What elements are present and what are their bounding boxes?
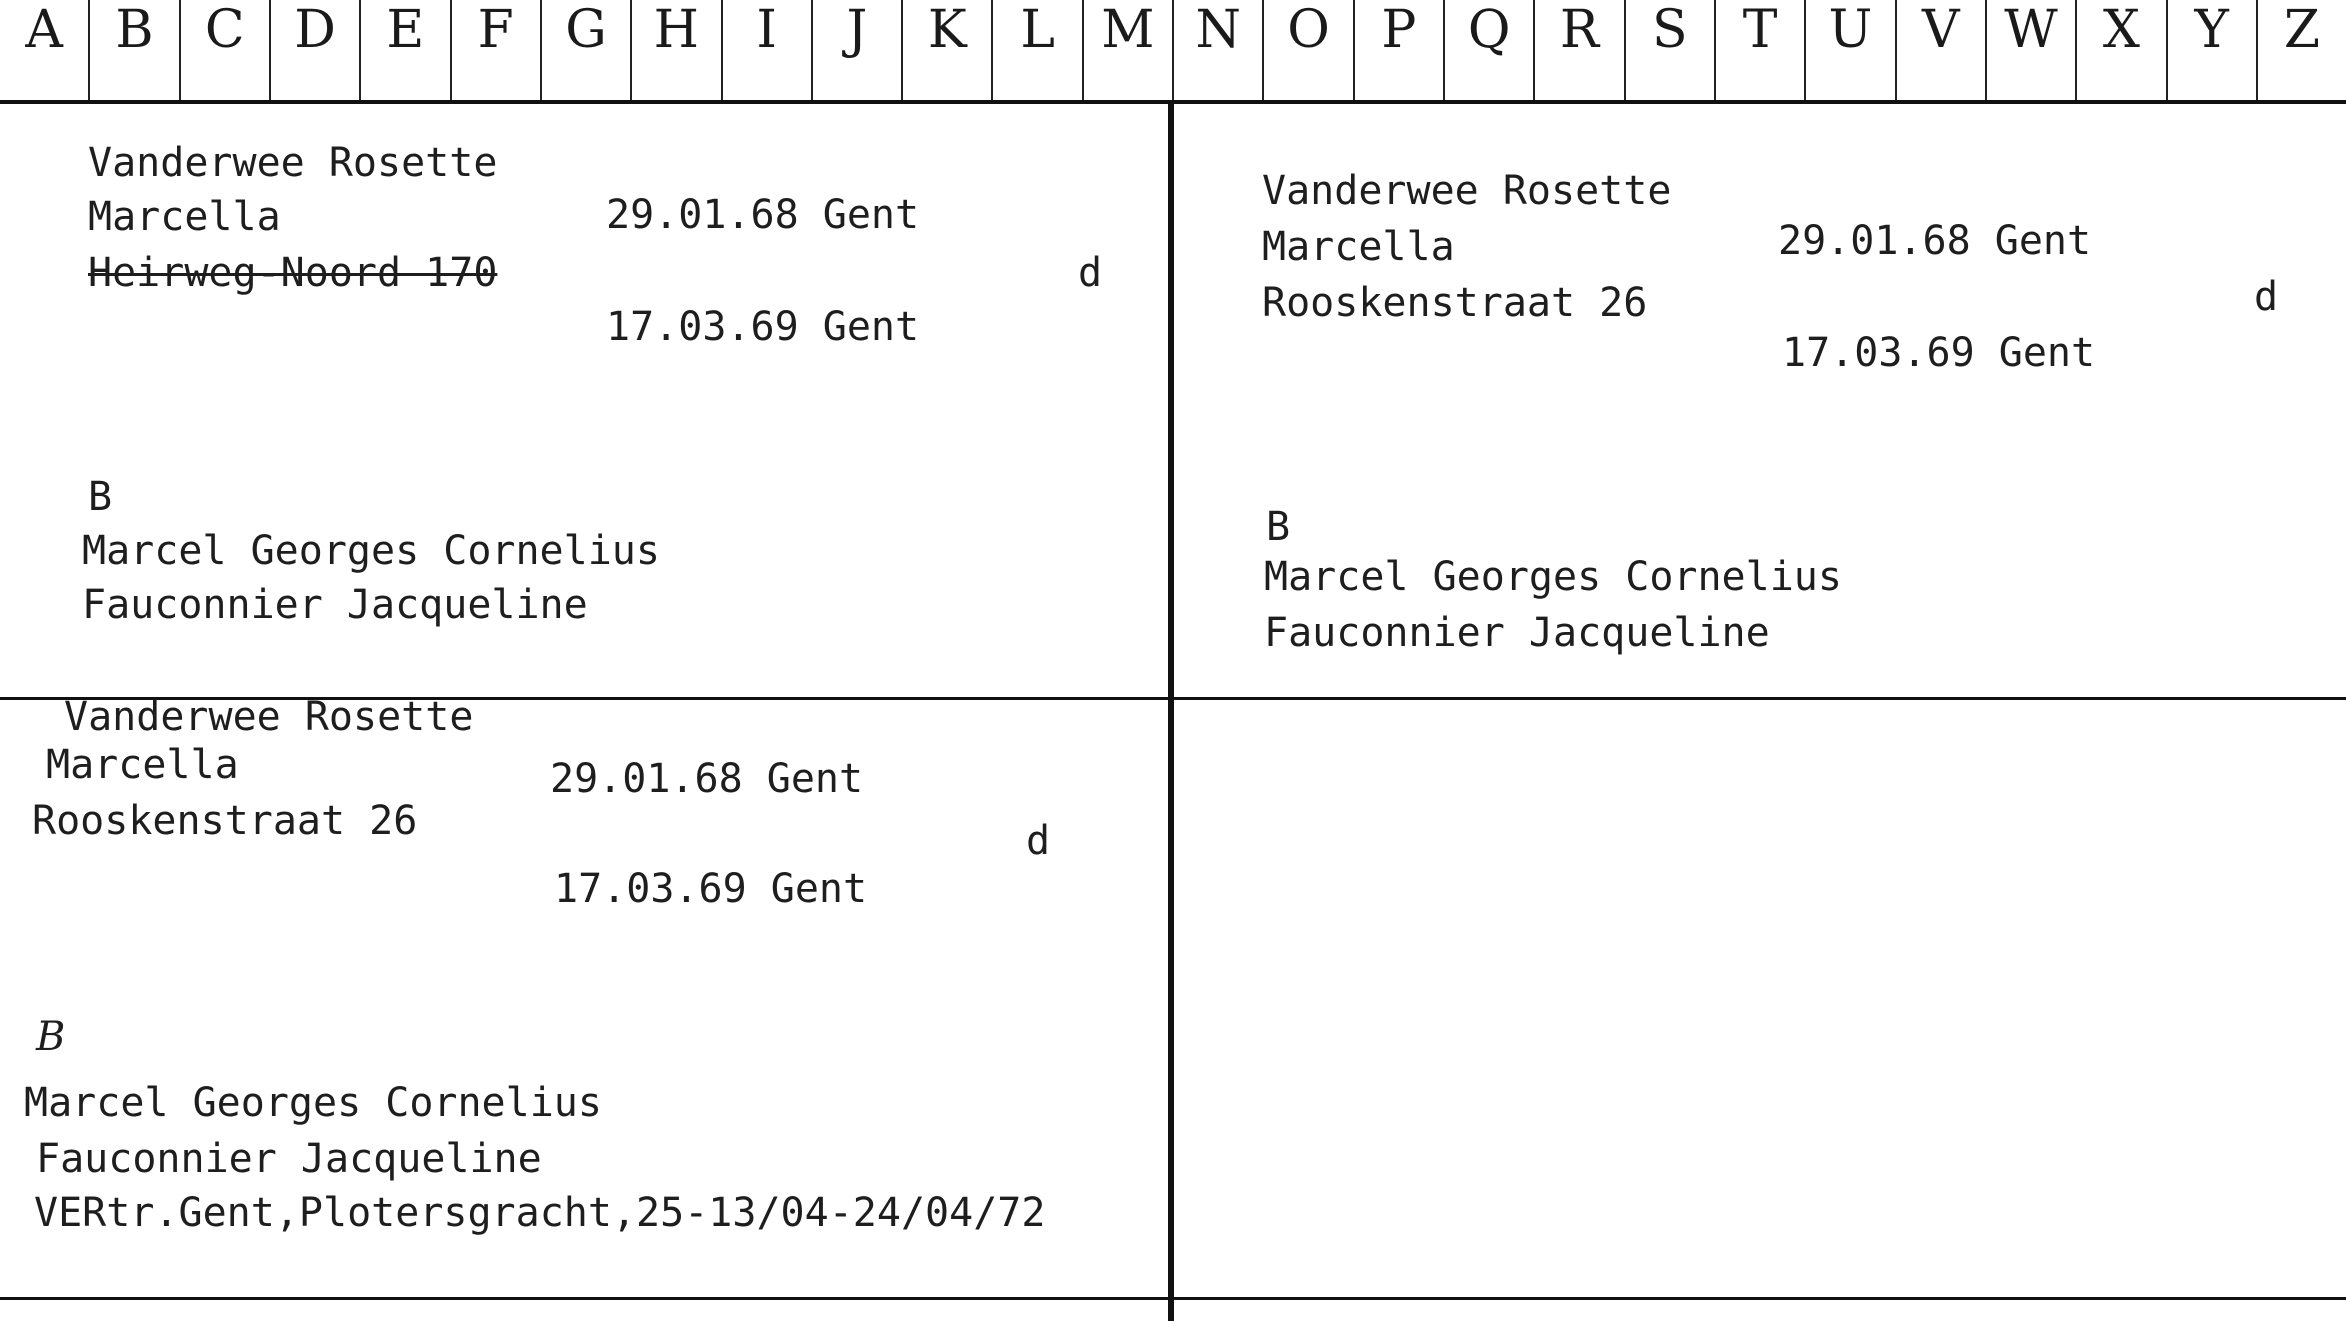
mother: Fauconnier Jacqueline — [82, 582, 588, 628]
index-letter: R — [1533, 0, 1623, 100]
mark: d — [1078, 250, 1103, 296]
surname: Vanderwee Rosette — [1262, 168, 1672, 214]
index-letter: H — [630, 0, 720, 100]
code: B — [88, 474, 113, 520]
surname: Vanderwee Rosette — [64, 694, 474, 740]
father: Marcel Georges Cornelius — [1264, 554, 1842, 600]
index-letter: Q — [1443, 0, 1533, 100]
index-letter: K — [901, 0, 991, 100]
code: B — [1266, 504, 1291, 550]
date-second: 17.03.69 Gent — [1782, 330, 2096, 376]
mark: d — [2254, 274, 2279, 320]
date-second: 17.03.69 Gent — [606, 304, 920, 350]
index-letter: I — [721, 0, 811, 100]
father: Marcel Georges Cornelius — [24, 1080, 602, 1126]
date-second: 17.03.69 Gent — [554, 866, 868, 912]
address: Rooskenstraat 26 — [1262, 280, 1648, 326]
index-letter: V — [1895, 0, 1985, 100]
record-card-2 — [1174, 104, 2346, 697]
index-letter: S — [1624, 0, 1714, 100]
record-card-1 — [0, 104, 1168, 697]
index-letter: Z — [2256, 0, 2346, 100]
given-name: Marcella — [46, 742, 239, 788]
index-letter: E — [359, 0, 449, 100]
index-letter: X — [2075, 0, 2165, 100]
bottom-divider — [0, 1297, 2346, 1300]
birth-date: 29.01.68 Gent — [550, 756, 864, 802]
record-card-3 — [0, 694, 1168, 1297]
index-letter: A — [25, 0, 63, 60]
index-letter: D — [269, 0, 359, 100]
given-name: Marcella — [1262, 224, 1455, 270]
index-letter: B — [88, 0, 178, 100]
given-name: Marcella — [88, 194, 281, 240]
mother: Fauconnier Jacqueline — [36, 1136, 542, 1182]
index-letter: O — [1262, 0, 1352, 100]
index-letter: W — [1985, 0, 2075, 100]
code: B — [36, 1014, 66, 1060]
index-letter: N — [1172, 0, 1262, 100]
index-letter: G — [540, 0, 630, 100]
address: Rooskenstraat 26 — [32, 798, 418, 844]
index-letter: J — [811, 0, 901, 100]
birth-date: 29.01.68 Gent — [1778, 218, 2092, 264]
address-struck: Heirweg-Noord 170 — [88, 250, 498, 296]
residence-note: VERtr.Gent,Plotersgracht,25-13/04-24/04/72 — [34, 1190, 1046, 1236]
index-letter: P — [1353, 0, 1443, 100]
index-letter: L — [991, 0, 1081, 100]
index-letter: M — [1082, 0, 1172, 100]
mother: Fauconnier Jacqueline — [1264, 610, 1770, 656]
surname: Vanderwee Rosette — [88, 140, 498, 186]
index-letter: T — [1714, 0, 1804, 100]
father: Marcel Georges Cornelius — [82, 528, 660, 574]
index-letter: C — [179, 0, 269, 100]
birth-date: 29.01.68 Gent — [606, 192, 920, 238]
index-letter: F — [450, 0, 540, 100]
index-letter: U — [1804, 0, 1894, 100]
mark: d — [1026, 818, 1051, 864]
index-letter: Y — [2166, 0, 2256, 100]
alphabet-index — [0, 0, 2346, 100]
